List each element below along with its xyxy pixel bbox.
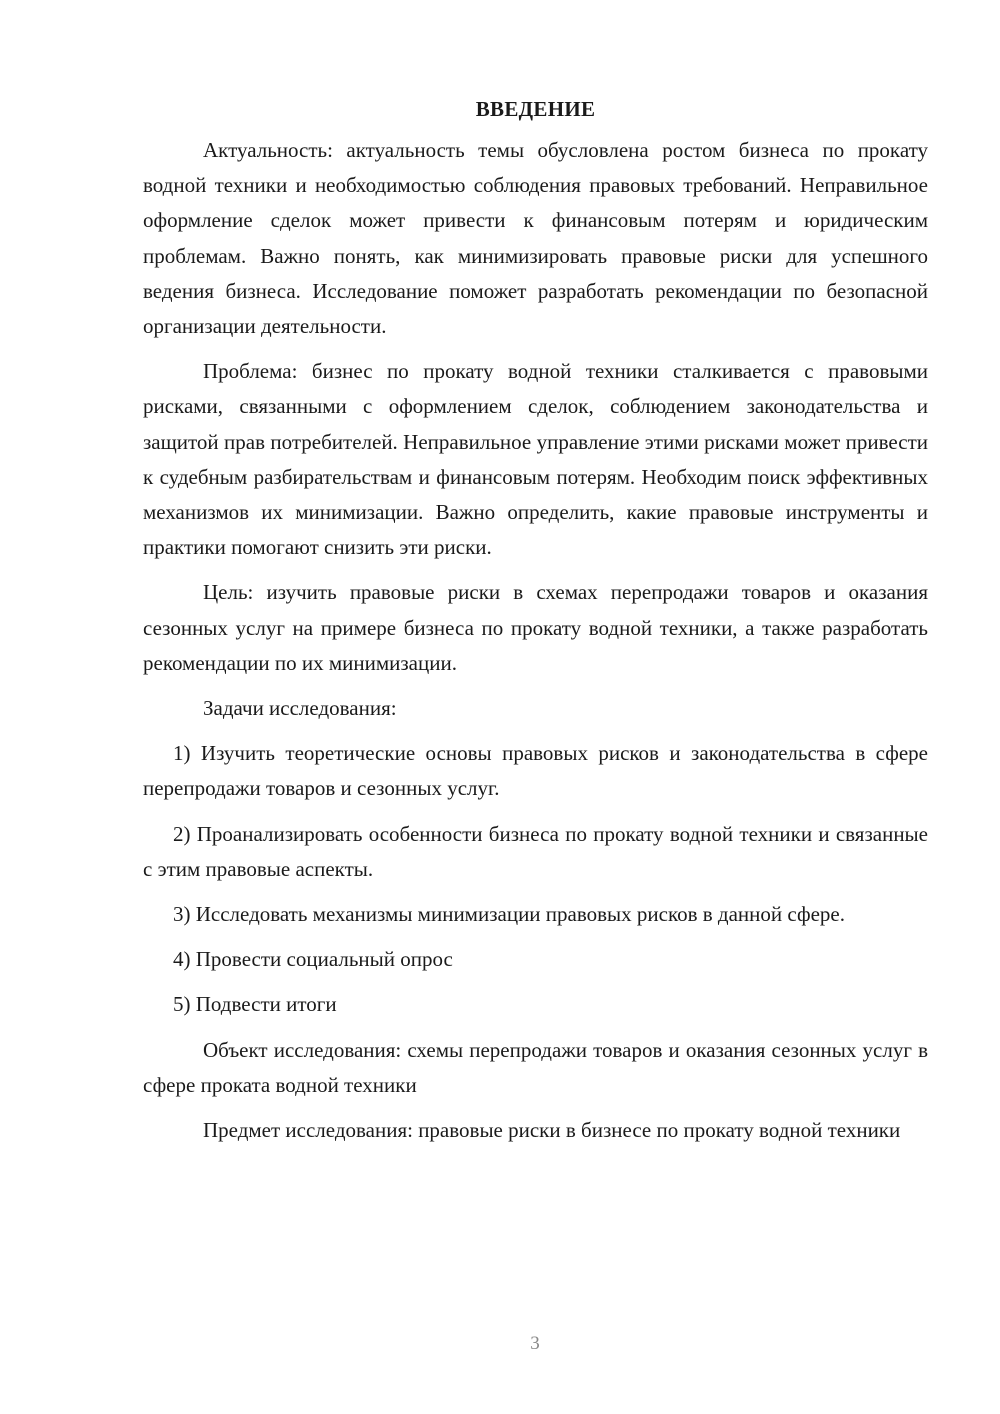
task-item-2: 2) Проанализировать особенности бизнеса по прокату водной техники и связанные с этим правовые аспекты. xyxy=(143,821,928,881)
paragraph-goal: Цель: изучить правовые риски в схемах перепродажи товаров и оказания сезонных услуг на примере бизнеса по прокату водной техники, а также разработать рекомендации по их минимизации. xyxy=(143,580,928,675)
paragraph-object: Объект исследования: схемы перепродажи товаров и оказания сезонных услуг в сфере проката водной техники xyxy=(143,1037,928,1097)
task-item-1: 1) Изучить теоретические основы правовых рисков и законодательства в сфере перепродажи товаров и сезонных услуг. xyxy=(143,741,928,801)
paragraph-problem: Проблема: бизнес по прокату водной техники сталкивается с правовыми рисками, связанными с оформлением сделок, соблюдением законодательства и защитой прав потребителей. Неправильное управление этими рисками может привести к судебным разбирательствам и финансовым потерям. Необходим поиск эффективных механизмов их минимизации. Важно определить, какие правовые инструменты и практики помогают снизить эти риски. xyxy=(143,359,928,560)
task-item-5: 5) Подвести итоги xyxy=(173,992,337,1017)
section-title: ВВЕДЕНИЕ xyxy=(475,97,596,121)
page-number: 3 xyxy=(530,1333,540,1354)
paragraph-subject: Предмет исследования: правовые риски в бизнесе по прокату водной техники xyxy=(203,1118,901,1143)
paragraph-relevance: Актуальность: актуальность темы обусловлена ростом бизнеса по прокату водной техники и необходимостью соблюдения правовых требований. Неправильное оформление сделок может привести к финансовым потерям и юридическим проблемам. Важно понять, как минимизировать правовые риски для успешного ведения бизнеса. Исследование поможет разработать рекомендации по безопасной организации деятельности. xyxy=(143,138,928,339)
task-item-4: 4) Провести социальный опрос xyxy=(173,947,453,972)
paragraph-tasks-heading: Задачи исследования: xyxy=(203,696,397,721)
task-item-3: 3) Исследовать механизмы минимизации правовых рисков в данной сфере. xyxy=(173,902,845,927)
document-body xyxy=(143,92,928,1158)
